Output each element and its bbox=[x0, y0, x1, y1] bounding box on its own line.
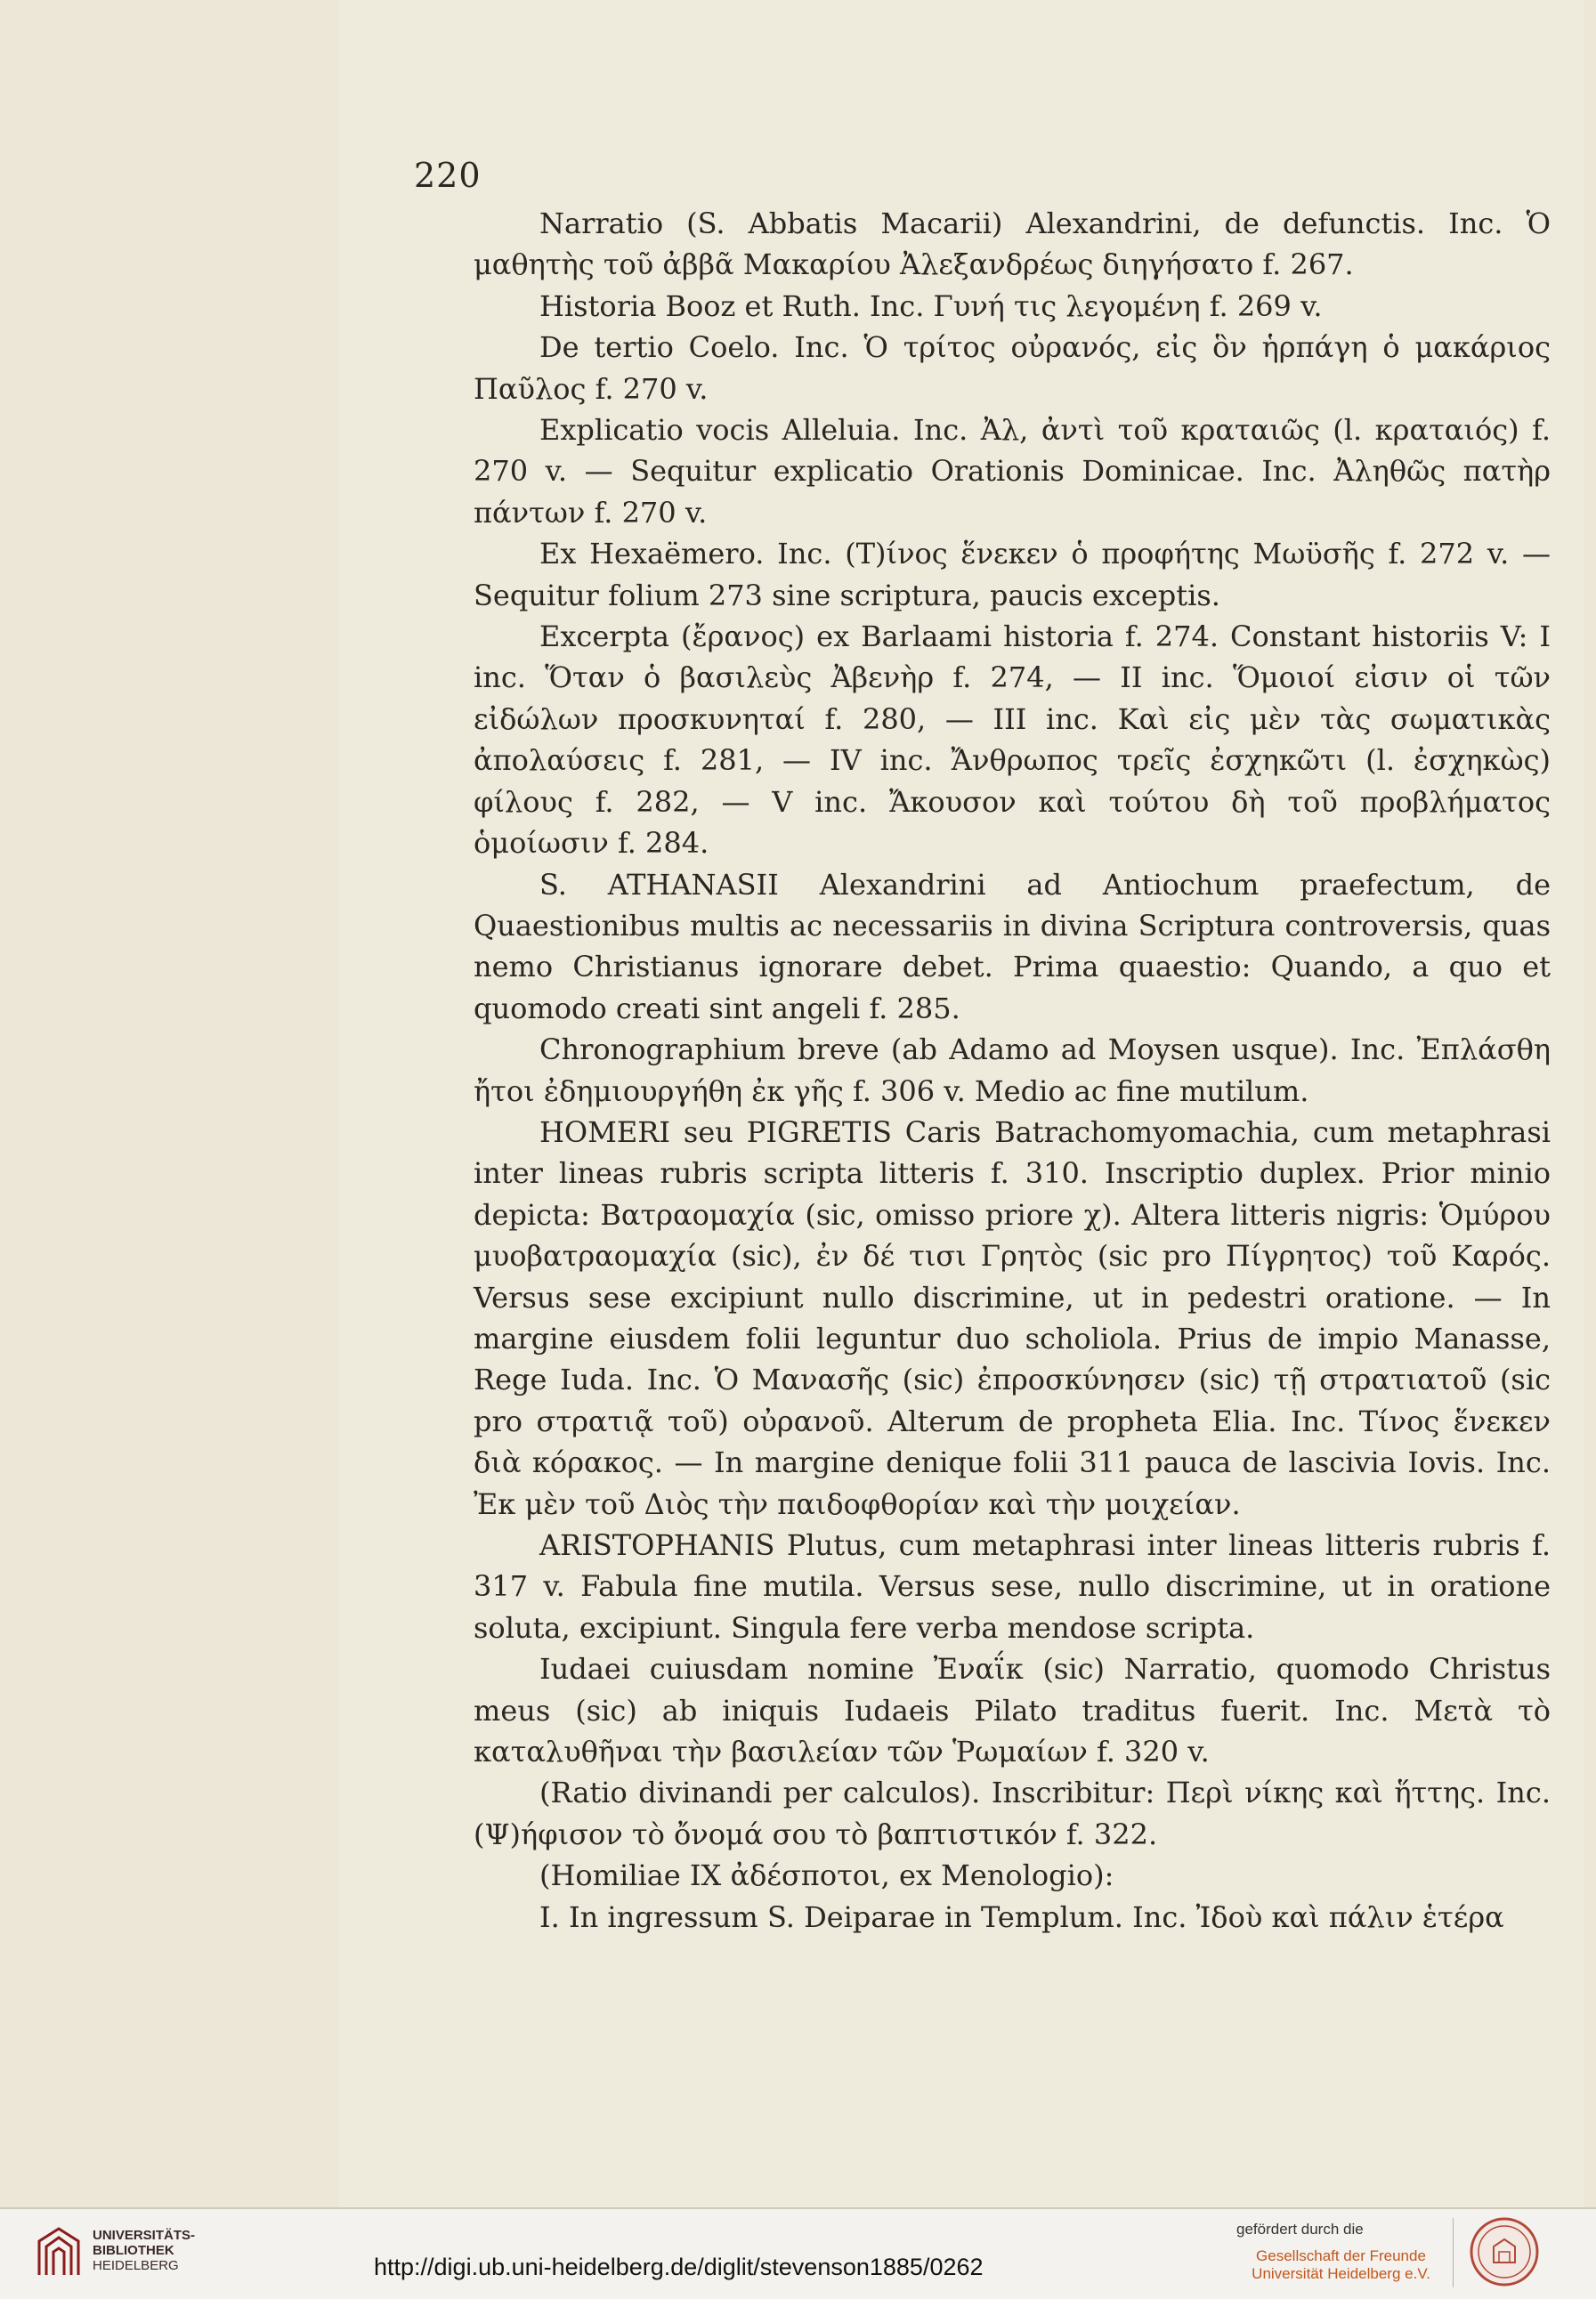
sponsor-name: Universität Heidelberg e.V. bbox=[1252, 2265, 1430, 2282]
university-seal-icon bbox=[1469, 2216, 1540, 2287]
paragraph: HOMERI seu PIGRETIS Caris Batrachomyomachia, cum metaphrasi inter lineas rubris scripta litteris f. 310. Inscriptio duplex. Prior minio depicta: Βατραομαχία (sic, omisso priore χ). Altera litteris nigris: Ὁμύρου μυοβατραομαχία (sic), ἐν δέ τισι Γρητὸς (sic pro Πίγρητος) τοῦ Καρός. Versus sese excipiunt nullo discrimine, ut in pedestri oratione. — In margine eiusdem folii leguntur duo scholiola. Prius de impio Manasse, Rege Iuda. Inc. Ὁ Μανασῆς (sic) ἐπροσκύνησεν (sic) τῇ στρατιατοῦ (sic pro στρατιᾷ τοῦ) οὐρανοῦ. Alterum de propheta Elia. Inc. Τίνος ἕνεκεν διὰ κόρακος. — In margine denique folii 311 pauca de lascivia Iovis. Inc. Ἐκ μὲν τοῦ Διὸς τὴν παιδοφθορίαν καὶ τὴν μοιχείαν. bbox=[474, 1114, 1551, 1521]
paragraph: Excerpta (ἔρανος) ex Barlaami historia f. 274. Constant historiis V: I inc. Ὅταν ὁ βασιλεὺς Ἀβενὴρ f. 274, — II inc. Ὅμοιοί εἰσιν οἱ τῶν εἰδώλων προσκυνηταί f. 280, — III inc. Καὶ εἰς μὲν τὰς σωματικὰς ἀπολαύσεις f. 281, — IV inc. Ἄνθρωπος τρεῖς ἐσχηκῶτι (l. ἐσχηκὼς) φίλους f. 282, — V inc. Ἄκουσον καὶ τούτου δὴ τοῦ προβλήματος ὁμοίωσιν f. 284. bbox=[474, 619, 1551, 861]
library-name-line: HEIDELBERG bbox=[93, 2258, 179, 2273]
library-name-line: BIBLIOTHEK bbox=[93, 2243, 174, 2258]
paragraph: I. In ingressum S. Deiparae in Templum. Inc. Ἰδοὺ καὶ πάλιν ἑτέρα bbox=[539, 1899, 1504, 1934]
paragraph: Narratio (S. Abbatis Macarii) Alexandrini, de defunctis. Inc. Ὁ μαθητὴς τοῦ ἀββᾶ Μακαρίου Ἀλεξανδρέως διηγήσατο f. 267. bbox=[474, 206, 1551, 282]
paragraph: Historia Booz et Ruth. Inc. Γυνή τις λεγομένη f. 269 v. bbox=[539, 288, 1323, 323]
sponsor-label: gefördert durch die bbox=[1236, 2221, 1364, 2238]
page-number: 220 bbox=[414, 156, 482, 195]
sponsor-name: Gesellschaft der Freunde bbox=[1256, 2247, 1426, 2264]
library-name-line: UNIVERSITÄTS- bbox=[93, 2228, 196, 2243]
paragraph: Ex Hexaëmero. Inc. (Τ)ίνος ἕνεκεν ὁ προφήτης Μωϋσῆς f. 272 v. — Sequitur folium 273 sine scriptura, paucis exceptis. bbox=[474, 537, 1551, 612]
paragraph: Iudaei cuiusdam nomine Ἐναΐκ (sic) Narratio, quomodo Christus meus (sic) ab iniquis Iudaeis Pilato traditus fuerit. Inc. Μετὰ τὸ καταλυθῆναι τὴν βασιλείαν τῶν Ῥωμαίων f. 320 v. bbox=[474, 1652, 1551, 1769]
paragraph: Explicatio vocis Alleluia. Inc. Ἀλ, ἀντὶ τοῦ κραταιῶς (l. κραταιός) f. 270 v. — Sequitur explicatio Orationis Dominicae. Inc. Ἀληθῶς πατὴρ πάντων f. 270 v. bbox=[474, 413, 1551, 530]
paragraph: (Homiliae IX ἀδέσποτοι, ex Menologio): bbox=[539, 1858, 1114, 1893]
footer-divider bbox=[1453, 2218, 1454, 2287]
sponsor-block bbox=[1236, 2221, 1446, 2283]
paragraph: (Ratio divinandi per calculos). Inscribitur: Περὶ νίκης καὶ ἥττης. Inc. (Ψ)ήφισον τὸ ὄνομά σου τὸ βαπτιστικόν f. 322. bbox=[474, 1776, 1551, 1851]
permalink[interactable]: http://digi.ub.uni-heidelberg.de/diglit/stevenson1885/0262 bbox=[374, 2254, 984, 2280]
paragraph: Chronographium breve (ab Adamo ad Moysen usque). Inc. Ἐπλάσθη ἤτοι ἐδημιουργήθη ἐκ γῆς f. 306 v. Medio ac fine mutilum. bbox=[474, 1032, 1551, 1108]
text-body bbox=[474, 203, 1551, 1938]
university-library-logo-icon bbox=[34, 2225, 84, 2280]
library-name bbox=[93, 2228, 195, 2273]
paragraph: De tertio Coelo. Inc. Ὁ τρίτος οὐρανός, εἰς ὃν ἡρπάγη ὁ μακάριος Παῦλος f. 270 v. bbox=[474, 330, 1551, 406]
paragraph: ARISTOPHANIS Plutus, cum metaphrasi inter lineas litteris rubris f. 317 v. Fabula fine mutila. Versus sese, nullo discrimine, ut in oratione soluta, excipiunt. Singula fere verba mendose scripta. bbox=[474, 1528, 1551, 1645]
paragraph: S. ATHANASII Alexandrini ad Antiochum praefectum, de Quaestionibus multis ac necessariis in divina Scriptura controversis, quas nemo Christianus ignorare debet. Prima quaestio: Quando, a quo et quomodo creati sint angeli f. 285. bbox=[474, 867, 1551, 1025]
